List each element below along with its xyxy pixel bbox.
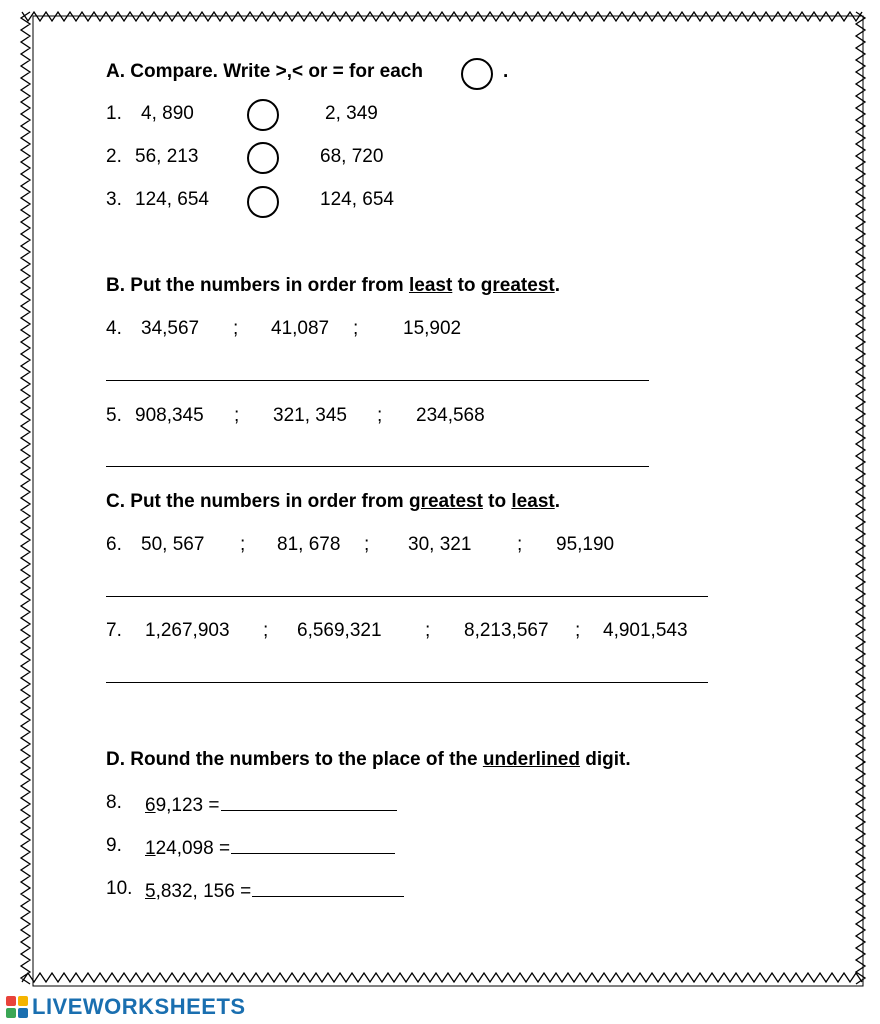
item-4-value-3: 15,902 — [403, 318, 462, 339]
item-1-number: 1. — [106, 103, 122, 124]
item-3-left: 124, 654 — [135, 189, 209, 210]
item-9-number: 9. — [106, 835, 122, 856]
item-2-left: 56, 213 — [135, 146, 199, 167]
item-7-value-2: 6,569,321 — [297, 620, 382, 641]
section-b-word-least: least — [408, 275, 453, 296]
item-4-answer-line[interactable] — [106, 380, 649, 381]
item-10-expression — [145, 878, 404, 903]
item-4-number: 4. — [106, 318, 122, 339]
item-7-answer-line[interactable] — [106, 682, 708, 683]
item-6-number: 6. — [106, 534, 122, 555]
item-2-number: 2. — [106, 146, 122, 167]
section-b-heading — [106, 275, 560, 297]
section-c-word-least: least — [511, 491, 555, 512]
item-10-answer-blank[interactable] — [252, 878, 404, 897]
section-d-heading-pre: D. Round the numbers to the place of the — [106, 749, 483, 770]
item-6-value-3: 30, 321 — [408, 534, 472, 555]
item-9-answer-blank[interactable] — [231, 835, 395, 854]
liveworksheets-logo-icon — [6, 996, 28, 1018]
section-b-heading-pre: B. Put the numbers in order from — [106, 275, 409, 296]
item-7-value-3: 8,213,567 — [464, 620, 549, 641]
section-d-heading — [106, 749, 631, 771]
item-7-separator: ; — [263, 620, 269, 641]
item-1-left: 4, 890 — [141, 103, 194, 124]
section-b-heading-end: . — [554, 275, 560, 296]
section-b-heading-mid: to — [452, 275, 481, 296]
item-6-value-2: 81, 678 — [277, 534, 341, 555]
logo-square-blue — [18, 1008, 28, 1018]
item-4-separator: ; — [233, 318, 239, 339]
item-5-value-2: 321, 345 — [273, 405, 347, 426]
item-1-answer-circle[interactable] — [247, 99, 279, 131]
item-5-answer-line[interactable] — [106, 466, 649, 467]
item-8-rest: 9,123 = — [155, 795, 220, 816]
item-9-rest: 24,098 = — [155, 838, 231, 859]
item-6-value-4: 95,190 — [556, 534, 615, 555]
item-4-value-2: 41,087 — [271, 318, 330, 339]
item-6-answer-line[interactable] — [106, 596, 708, 597]
item-1-right: 2, 349 — [325, 103, 378, 124]
item-5-value-1: 908,345 — [135, 405, 204, 426]
item-6-separator: ; — [240, 534, 246, 555]
item-2-right: 68, 720 — [320, 146, 384, 167]
item-3-number: 3. — [106, 189, 122, 210]
logo-square-green — [6, 1008, 16, 1018]
item-7-value-1: 1,267,903 — [145, 620, 230, 641]
section-d-word-underlined: underlined — [482, 749, 580, 770]
item-8-answer-blank[interactable] — [221, 792, 397, 811]
item-3-answer-circle[interactable] — [247, 186, 279, 218]
section-c-heading-end: . — [554, 491, 560, 512]
item-9-expression — [145, 835, 395, 860]
item-5-separator: ; — [234, 405, 240, 426]
liveworksheets-logo[interactable] — [6, 994, 246, 1020]
section-a-heading-text: A. Compare. Write >,< or = for each — [106, 61, 423, 82]
item-10-number: 10. — [106, 878, 133, 899]
item-6-value-1: 50, 567 — [141, 534, 205, 555]
logo-square-red — [6, 996, 16, 1006]
section-c-heading-pre: C. Put the numbers in order from — [106, 491, 409, 512]
item-4-value-1: 34,567 — [141, 318, 200, 339]
section-d-heading-end: digit. — [579, 749, 631, 770]
item-6-separator: ; — [364, 534, 370, 555]
item-6-separator: ; — [517, 534, 523, 555]
section-c-heading — [106, 491, 560, 513]
item-5-number: 5. — [106, 405, 122, 426]
item-3-right: 124, 654 — [320, 189, 394, 210]
section-a-heading — [106, 61, 423, 83]
item-8-number: 8. — [106, 792, 122, 813]
section-a-heading-period: . — [503, 61, 509, 82]
item-7-value-4: 4,901,543 — [603, 620, 688, 641]
liveworksheets-logo-text: LIVEWORKSHEETS — [32, 994, 246, 1019]
item-8-underlined-digit: 6 — [145, 795, 156, 816]
item-9-underlined-digit: 1 — [145, 838, 156, 859]
item-2-answer-circle[interactable] — [247, 142, 279, 174]
item-5-separator: ; — [377, 405, 383, 426]
example-circle — [461, 58, 493, 90]
item-7-number: 7. — [106, 620, 122, 641]
section-c-word-greatest: greatest — [408, 491, 483, 512]
logo-square-yellow — [18, 996, 28, 1006]
item-7-separator: ; — [575, 620, 581, 641]
item-10-rest: ,832, 156 = — [155, 881, 252, 902]
section-c-heading-mid: to — [482, 491, 512, 512]
item-8-expression — [145, 792, 397, 817]
item-7-separator: ; — [425, 620, 431, 641]
item-5-value-3: 234,568 — [416, 405, 485, 426]
item-4-separator: ; — [353, 318, 359, 339]
section-b-word-greatest: greatest — [480, 275, 555, 296]
item-10-underlined-digit: 5 — [145, 881, 156, 902]
